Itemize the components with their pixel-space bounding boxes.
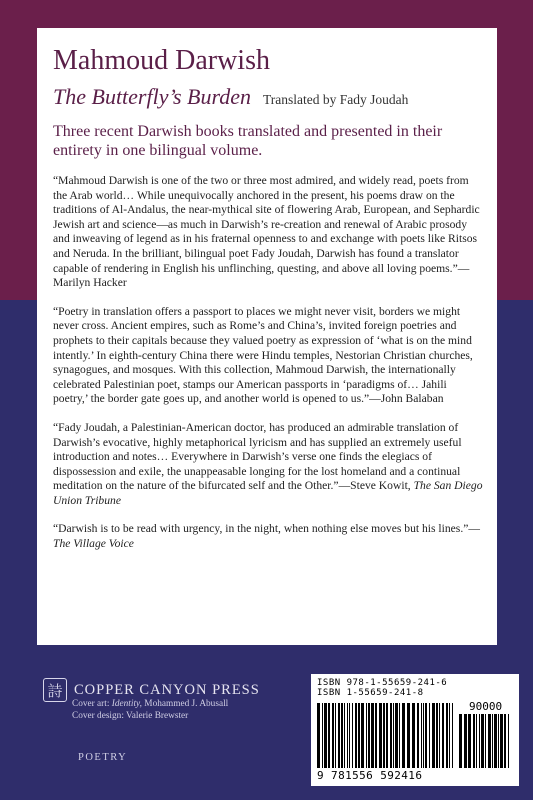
barcode-bar <box>379 703 382 768</box>
quote-attribution: — <box>468 522 480 536</box>
barcode-bar <box>425 703 427 768</box>
barcode-bar <box>476 714 477 768</box>
review-quote <box>53 174 483 291</box>
barcode-bar <box>500 714 503 768</box>
barcode-bar <box>464 714 467 768</box>
barcode-bar <box>368 703 370 768</box>
book-category: POETRY <box>78 752 128 763</box>
barcode-bar <box>492 714 493 768</box>
barcode-bar <box>432 703 435 768</box>
barcode-bar <box>442 703 444 768</box>
barcode-bar <box>436 703 438 768</box>
cover-text-panel <box>37 28 497 645</box>
barcode-bar <box>473 714 475 768</box>
barcode-bar <box>390 703 392 768</box>
isbn-barcode <box>311 674 519 786</box>
barcode-bar <box>341 703 343 768</box>
barcode-bar <box>429 703 430 768</box>
barcode-bar <box>317 703 320 768</box>
barcode-bar <box>344 703 345 768</box>
barcode-bar <box>508 714 509 768</box>
quote-attribution: —Marilyn Hacker <box>53 261 470 290</box>
barcode-bar <box>446 703 448 768</box>
author-name: Mahmoud Darwish <box>53 45 270 76</box>
barcode-bar <box>504 714 506 768</box>
publisher-name: COPPER CANYON PRESS <box>74 681 260 698</box>
barcode-bar <box>439 703 440 768</box>
barcode-bar <box>395 703 398 768</box>
barcode-bar <box>402 703 405 768</box>
barcode-bar <box>352 703 353 768</box>
quote-attribution: —John Balaban <box>369 392 444 406</box>
isbn-10: ISBN 1-55659-241-8 <box>317 688 424 698</box>
ean-barcode-bars <box>317 703 453 768</box>
barcode-bar <box>498 714 499 768</box>
translator-credit: Translated by Fady Joudah <box>262 92 409 107</box>
cover-art-credit: Cover art: Identity, Mohammed J. Abusall <box>72 699 229 709</box>
barcode-bar <box>366 703 367 768</box>
barcode-bar <box>371 703 374 768</box>
barcode-bar <box>423 703 424 768</box>
barcode-bar <box>328 703 330 768</box>
isbn-13: ISBN 978-1-55659-241-6 <box>317 678 448 688</box>
barcode-bar <box>485 714 486 768</box>
barcode-bar <box>322 703 323 768</box>
review-quote <box>53 305 483 407</box>
barcode-bar <box>494 714 497 768</box>
title-row <box>53 84 483 110</box>
quote-text: “Fady Joudah, a Palestinian-American doctor, has produced an admirable translation of Darwish’s evocative, highly metaphorical lyricism and has supplied an extremely useful introduction and notes… Everywhere in Darwish’s verse one finds the elegiacs of dispossession and exile, the unappeasable longing for the lost homeland and a continual meditation on the nature of the bifurcated self and the Other.” <box>53 420 462 493</box>
barcode-bar <box>332 703 334 768</box>
ean-digits: 9 781556 592416 <box>317 769 423 782</box>
quote-attribution: —Steve Kowit, <box>338 479 414 493</box>
quote-text: “Poetry in translation offers a passport to places we might never visit, borders we might never cross. Ancient empires, such as Rome’s and China’s, invited foreign poetries and prophets to their capitals because they valued poetry as expression of ‘what is on the mind intently.’ In eighth-century China there were Hindu temples, Nestorian Christian churches, synagogues, and mosques. With this collection, Mahmoud Darwish, the internationally celebrated Palestinian poet, stamps our American passports in ‘paradigms of… Jahili poetry,’ the border gate goes up, and another world is opened to us.” <box>53 304 473 406</box>
barcode-bar <box>407 703 410 768</box>
barcode-bar <box>479 714 480 768</box>
barcode-bar <box>347 703 348 768</box>
barcode-bar <box>383 703 385 768</box>
barcode-bar <box>361 703 364 768</box>
barcode-bar <box>358 703 360 768</box>
barcode-bar <box>355 703 357 768</box>
book-title: The Butterfly’s Burden <box>53 84 251 109</box>
quote-text: “Darwish is to be read with urgency, in the night, when nothing else moves but his lines.” <box>53 522 469 536</box>
barcode-bar <box>417 703 419 768</box>
barcode-bar <box>412 703 415 768</box>
quote-source: The Village Voice <box>53 537 134 551</box>
barcode-bar <box>375 703 377 768</box>
price-code: 90000 <box>469 700 503 713</box>
cover-design-credit: Cover design: Valerie Brewster <box>72 711 189 721</box>
barcode-bar <box>481 714 484 768</box>
barcode-bar <box>338 703 340 768</box>
barcode-bar <box>468 714 471 768</box>
barcode-bar <box>452 703 453 768</box>
book-blurb: Three recent Darwish books translated and presented in their entirety in one bilingual volume. <box>53 123 443 159</box>
barcode-bar <box>459 714 462 768</box>
barcode-bar <box>349 703 350 768</box>
quote-text: “Mahmoud Darwish is one of the two or three most admired, and widely read, poets from the Arab world… While unequivocally anchored in the present, his poems draw on the traditions of Al-Andalus, the near-mythical site of flowering Arab, European, and Sephardic Jewish art and science—as much in Darwish’s re-creation and renewal of Arabic prosody and inweaving of legend as in his fraternal openness to and exchange with poets like Ritsos and Neruda. In the brilliant, bilingual poet Fady Joudah, Darwish has found a translator capable of rendering in English his unflinching, questing, and above all loving poems.” <box>53 174 480 275</box>
quote-source: The San Diego Union Tribune <box>53 479 483 507</box>
review-quote <box>53 421 483 509</box>
barcode-bar <box>421 703 422 768</box>
review-quote <box>53 522 483 551</box>
barcode-bar <box>335 703 336 768</box>
barcode-bar <box>324 703 327 768</box>
press-seal-icon: 詩 <box>43 678 67 702</box>
barcode-bar <box>488 714 491 768</box>
barcode-bar <box>393 703 394 768</box>
barcode-bar <box>399 703 400 768</box>
barcode-bar <box>386 703 388 768</box>
addon-barcode-bars <box>459 714 509 768</box>
barcode-bar <box>449 703 450 768</box>
